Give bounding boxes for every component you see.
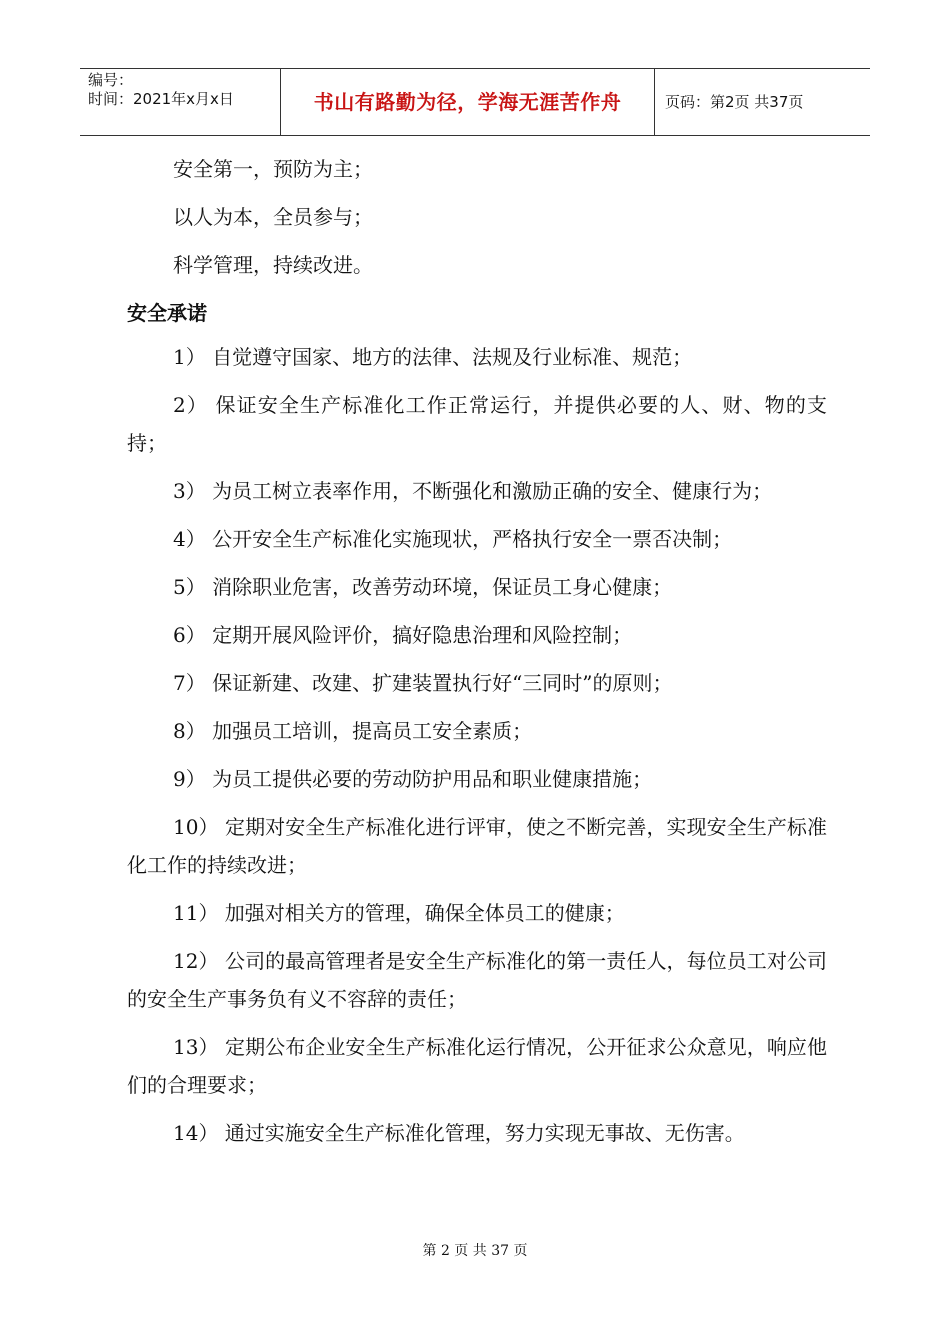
commitment-item: 1） 自觉遵守国家、地方的法律、法规及行业标准、规范； — [173, 345, 693, 369]
commitment-item: 10） 定期对安全生产标准化进行评审，使之不断完善，实现安全生产标准化工作的持续改进； — [127, 815, 827, 877]
commitment-item: 14） 通过实施安全生产标准化管理，努力实现无事故、无伤害。 — [173, 1121, 745, 1145]
header-page-info: 页码：第2页 共37页 — [665, 93, 804, 111]
principle-line: 科学管理，持续改进。 — [173, 253, 373, 277]
page-header — [80, 68, 870, 136]
commitment-item: 4） 公开安全生产标准化实施现状，严格执行安全一票否决制； — [173, 527, 733, 551]
header-number-label: 编号： — [88, 71, 134, 89]
commitment-item: 3） 为员工树立表率作用，不断强化和激励正确的安全、健康行为； — [173, 479, 773, 503]
commitment-item: 11） 加强对相关方的管理，确保全体员工的健康； — [173, 901, 625, 925]
principle-line: 以人为本，全员参与； — [173, 205, 373, 229]
header-motto: 书山有路勤为径，学海无涯苦作舟 — [280, 69, 655, 135]
principle-line: 安全第一，预防为主； — [173, 157, 373, 181]
header-time-label: 时间：2021年x月x日 — [88, 90, 234, 108]
section-heading-commitment: 安全承诺 — [127, 301, 207, 325]
document-body — [127, 150, 827, 1162]
commitment-item: 12） 公司的最高管理者是安全生产标准化的第一责任人，每位员工对公司的安全生产事务负有义不容辞的责任； — [127, 949, 827, 1011]
commitment-item: 7） 保证新建、改建、扩建装置执行好“三同时”的原则； — [173, 671, 673, 695]
commitment-item: 9） 为员工提供必要的劳动防护用品和职业健康措施； — [173, 767, 653, 791]
page-footer: 第 2 页 共 37 页 — [422, 1243, 528, 1259]
commitment-item: 5） 消除职业危害，改善劳动环境，保证员工身心健康； — [173, 575, 673, 599]
commitment-item: 6） 定期开展风险评价，搞好隐患治理和风险控制； — [173, 623, 633, 647]
commitment-item: 2） 保证安全生产标准化工作正常运行，并提供必要的人、财、物的支持； — [127, 393, 827, 455]
commitment-item: 8） 加强员工培训，提高员工安全素质； — [173, 719, 533, 743]
header-meta — [80, 69, 280, 135]
commitment-item: 13） 定期公布企业安全生产标准化运行情况，公开征求公众意见，响应他们的合理要求； — [127, 1035, 827, 1097]
